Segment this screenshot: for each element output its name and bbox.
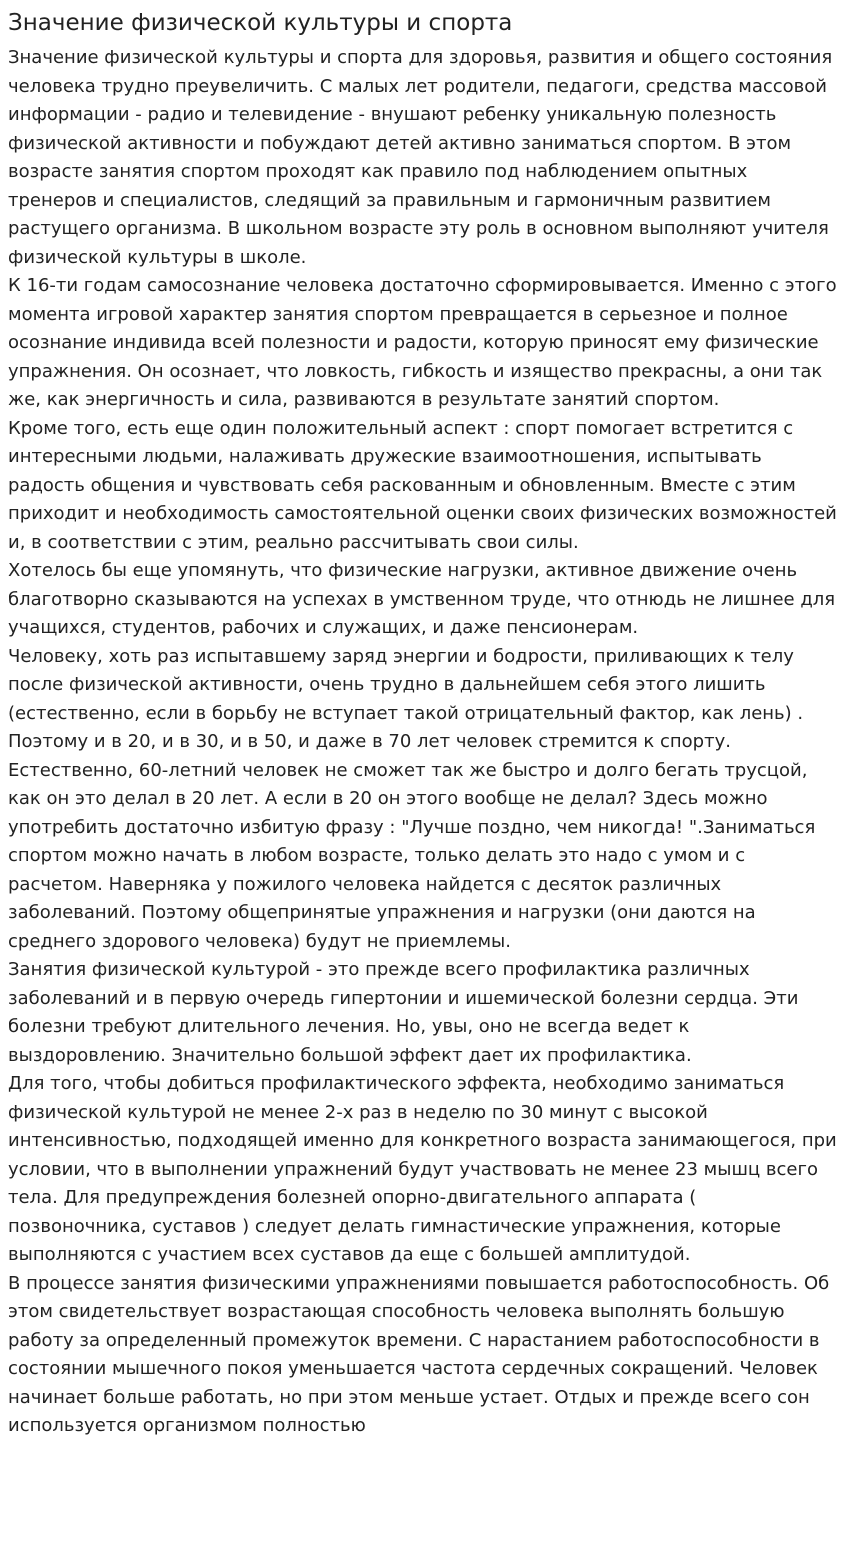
article-title: Значение физической культуры и спорта [8,10,513,36]
article-paragraph: Занятия физической культурой - это прежде всего профилактика различных заболеваний и в первую очередь гипертонии и ишемической болезни сердца. Эти болезни требуют длительного лечения. Но, увы, оно не всегда ведет к выздоровлению. Значительно большой эффект дает их профилактика. [8,959,799,1066]
article-paragraph: Кроме того, есть еще один положительный аспект : спорт помогает встретится с интересными людьми, налаживать дружеские взаимоотношения, испытывать радость общения и чувствовать себя раскованным и обновленным. Вместе с этим приходит и необходимость самостоятельной оценки своих физических возможностей и, в соответствии с этим, реально рассчитывать свои силы. [8,417,837,553]
article-paragraph: В процессе занятия физическими упражнениями повышается работоспособность. Об этом свидетельствует возрастающая способность человека выполнять большую работу за определенный промежуток времени. С нарастанием работоспособности в состоянии мышечного покоя уменьшается частота сердечных сокращений. Человек начинает больше работать, но при этом меньше устает. Отдых и прежде всего сон используется организмом полностью [8,1272,830,1436]
article-paragraph: Значение физической культуры и спорта для здоровья, развития и общего состояния человека трудно преувеличить. С малых лет родители, педагоги, средства массовой информации - радио и телевидение - внушают ребенку уникальную полезность физической активности и побуждают детей активно заниматься спортом. В этом возрасте занятия спортом проходят как правило под наблюдением опытных тренеров и специалистов, следящий за правильным и гармоничным развитием растущего организма. В школьном возрасте эту роль в основном выполняют учителя физической культуры в школе. [8,47,833,268]
article-paragraph: Человеку, хоть раз испытавшему заряд энергии и бодрости, приливающих к телу после физической активности, очень трудно в дальнейшем себя этого лишить (естественно, если в борьбу не вступает такой отрицательный фактор, как лень) . Поэтому и в 20, и в 30, и в 50, и даже в 70 лет человек стремится к спорту. [8,645,804,752]
article-paragraph: Для того, чтобы добиться профилактического эффекта, необходимо заниматься физической культурой не менее 2-х раз в неделю по 30 минут с высокой интенсивностью, подходящей именно для конкретного возраста занимающегося, при условии, что в выполнении упражнений будут участвовать не менее 23 мышц всего тела. Для предупреждения болезней опорно-двигательного аппарата ( позвоночника, суставов ) следует делать гимнастические упражнения, которые выполняются с участием всех суставов да еще с большей амплитудой. [8,1073,837,1265]
article-body [8,44,839,1441]
article-paragraph: Естественно, 60-летний человек не сможет так же быстро и долго бегать трусцой, как он это делал в 20 лет. А если в 20 он этого вообще не делал? Здесь можно употребить достаточно избитую фразу : "Лучше поздно, чем никогда! ".Заниматься спортом можно начать в любом возрасте, только делать это надо с умом и с расчетом. Наверняка у пожилого человека найдется с десяток различных заболеваний. Поэтому общепринятые упражнения и нагрузки (они даются на среднего здорового человека) будут не приемлемы. [8,759,816,952]
article-paragraph: Хотелось бы еще упомянуть, что физические нагрузки, активное движение очень благотворно сказываются на успехах в умственном труде, что отнюдь не лишнее для учащихся, студентов, рабочих и служащих, и даже пенсионерам. [8,560,836,638]
article-paragraph: К 16-ти годам самосознание человека достаточно сформировывается. Именно с этого момента игровой характер занятия спортом превращается в серьезное и полное осознание индивида всей полезности и радости, которую приносят ему физические упражнения. Он осознает, что ловкость, гибкость и изящество прекрасны, а они так же, как энергичность и сила, развиваются в результате занятий спортом. [8,275,837,410]
